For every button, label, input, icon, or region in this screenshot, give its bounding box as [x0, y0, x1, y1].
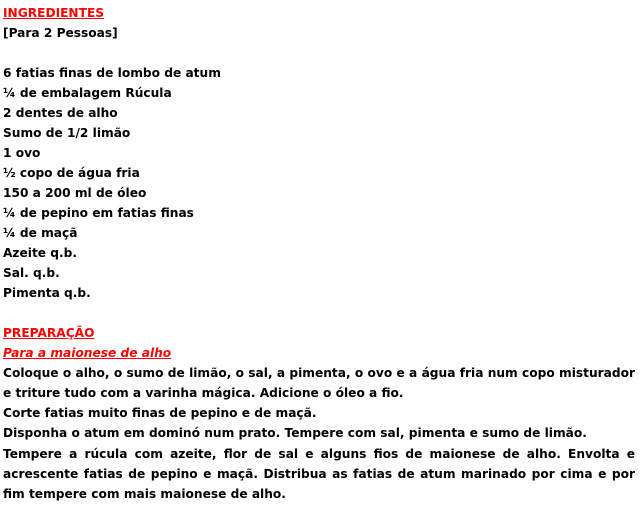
- spacer: [3, 43, 635, 63]
- ingredient-item: ¼ de embalagem Rúcula: [3, 86, 172, 100]
- ingredient-item: 6 fatias finas de lombo de atum: [3, 66, 221, 80]
- preparation-step: Corte fatias muito finas de pepino e de maçã.: [3, 406, 317, 420]
- preparation-step: Coloque o alho, o sumo de limão, o sal, a pimenta, o ovo e a água fria num copo misturador e triture tudo com a varinha mágica. Adicione o óleo a fio.: [3, 366, 635, 400]
- ingredient-item: ¼ de maçã: [3, 226, 78, 240]
- preparation-steps: [3, 363, 635, 504]
- ingredient-item: Sal. q.b.: [3, 266, 60, 280]
- ingredient-item: Sumo de 1/2 limão: [3, 126, 131, 140]
- ingredient-item: Azeite q.b.: [3, 246, 78, 260]
- preparation-heading: PREPARAÇÃO: [3, 326, 95, 340]
- ingredient-item: Pimenta q.b.: [3, 286, 91, 300]
- ingredients-list: [3, 63, 635, 303]
- ingredient-item: ½ copo de água fria: [3, 166, 140, 180]
- preparation-step: Tempere a rúcula com azeite, flor de sal e alguns fios de maionese de alho. Envolta e acrescente fatias de pepino e maçã. Distribua as fatias de atum marinado por cima e por fim tempere com mais maionese de alho.: [3, 447, 635, 501]
- ingredient-item: 2 dentes de alho: [3, 106, 118, 120]
- servings-note: [Para 2 Pessoas]: [3, 26, 118, 40]
- ingredient-item: ¼ de pepino em fatias finas: [3, 206, 194, 220]
- ingredient-item: 150 a 200 ml de óleo: [3, 186, 147, 200]
- spacer: [3, 303, 635, 323]
- ingredient-item: 1 ovo: [3, 146, 41, 160]
- ingredients-heading: INGREDIENTES: [3, 6, 105, 20]
- preparation-step: Disponha o atum em dominó num prato. Tempere com sal, pimenta e sumo de limão.: [3, 426, 587, 440]
- preparation-subheading: Para a maionese de alho: [3, 346, 172, 360]
